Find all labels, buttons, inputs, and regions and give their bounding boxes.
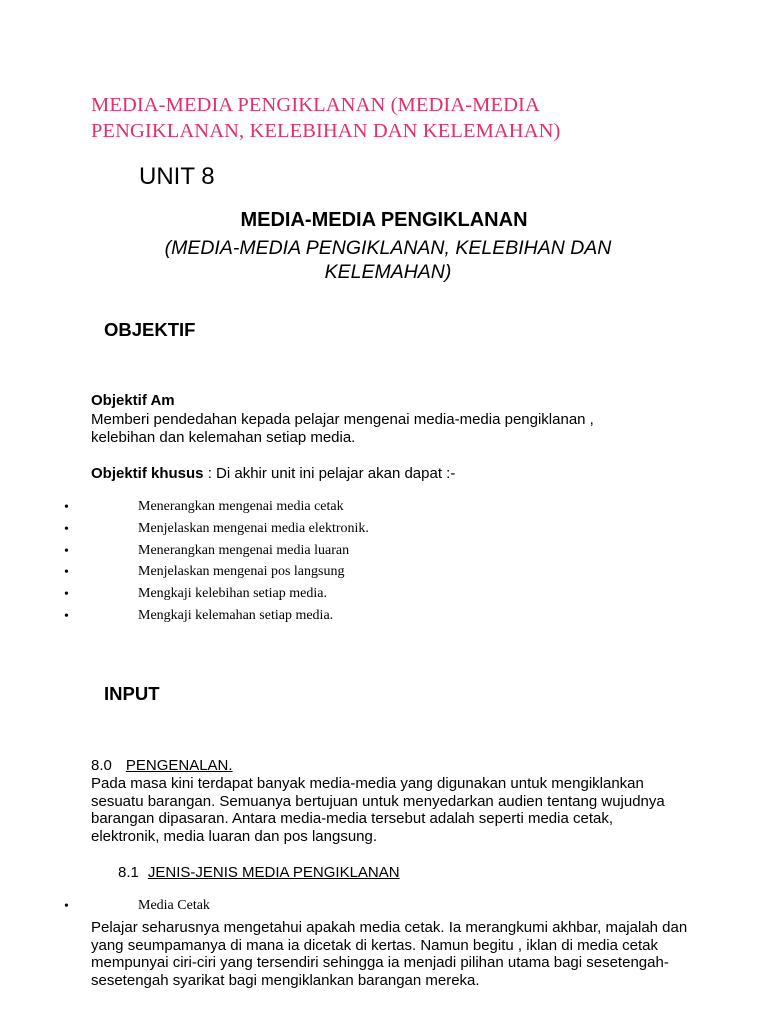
document-title: MEDIA-MEDIA PENGIKLANAN (MEDIA-MEDIA PENGIKLANAN, KELEBIHAN DAN KELEMAHAN) xyxy=(91,94,561,142)
bullet-icon: • xyxy=(64,543,69,559)
media-cetak-label: Media Cetak xyxy=(138,898,210,913)
objektif-am-text: Memberi pendedahan kepada pelajar mengenai media-media pengiklanan , kelebihan dan kelemahan setiap media. xyxy=(91,411,594,446)
main-heading: MEDIA-MEDIA PENGIKLANAN xyxy=(240,209,528,231)
list-item-text: Menjelaskan mengenai pos langsung xyxy=(138,564,345,580)
list-item xyxy=(0,608,768,630)
objektif-am-title: Objektif Am xyxy=(91,392,175,409)
subsection-title xyxy=(118,864,400,882)
bullet-icon: • xyxy=(64,565,69,581)
list-item-text: Menerangkan mengenai media luaran xyxy=(138,542,350,558)
list-item-text: Mengkaji kelemahan setiap media. xyxy=(138,607,334,623)
bullet-icon: • xyxy=(64,899,69,914)
list-item xyxy=(0,499,768,521)
intro-section-title xyxy=(91,757,233,775)
media-cetak-paragraph: Pelajar seharusnya mengetahui apakah media cetak. Ia merangkumi akhbar, majalah dan yang seumpamanya di mana ia dicetak di kertas. Namun begitu , iklan di media cetak mempunyai ciri-ciri yang tersendiri sehingga ia menjadi pilihan utama bagi sesetengah-sesetengah syarikat bagi mengiklankan barangan mereka. xyxy=(91,919,688,989)
list-item xyxy=(0,543,768,565)
unit-label: UNIT 8 xyxy=(139,163,215,190)
objektif-khusus-label: Objektif khusus xyxy=(91,465,204,482)
list-item xyxy=(0,586,768,608)
intro-paragraph: Pada masa kini terdapat banyak media-media yang digunakan untuk mengiklankan sesuatu barangan. Semuanya bertujuan untuk menyedarkan audien tentang wujudnya barangan dipasaran. Antara media-media tersebut adalah seperti media cetak, elektronik, media luaran dan pos langsung. xyxy=(91,775,665,845)
sub-heading: (MEDIA-MEDIA PENGIKLANAN, KELEBIHAN DAN KELEMAHAN) xyxy=(164,237,612,283)
list-item-text: Menjelaskan mengenai media elektronik. xyxy=(138,520,369,536)
bullet-icon: • xyxy=(64,500,69,515)
list-item xyxy=(0,564,768,586)
intro-section-number: 8.0 xyxy=(91,757,112,774)
list-item-text: Mengkaji kelebihan setiap media. xyxy=(138,586,327,602)
objective-list xyxy=(0,499,768,630)
objektif-khusus-text: : Di akhir unit ini pelajar akan dapat :- xyxy=(203,465,456,482)
input-heading: INPUT xyxy=(104,683,160,704)
intro-section-label: PENGENALAN. xyxy=(125,757,233,774)
bullet-icon: • xyxy=(64,521,69,537)
bullet-icon: • xyxy=(64,608,69,624)
list-item xyxy=(0,521,768,543)
subsection-label: JENIS-JENIS MEDIA PENGIKLANAN xyxy=(147,864,400,881)
subsection-number: 8.1 xyxy=(118,864,139,881)
list-item-text: Menerangkan mengenai media cetak xyxy=(138,499,344,514)
bullet-icon: • xyxy=(64,587,69,603)
objektif-heading: OBJEKTIF xyxy=(104,319,196,340)
objektif-khusus xyxy=(91,465,651,483)
